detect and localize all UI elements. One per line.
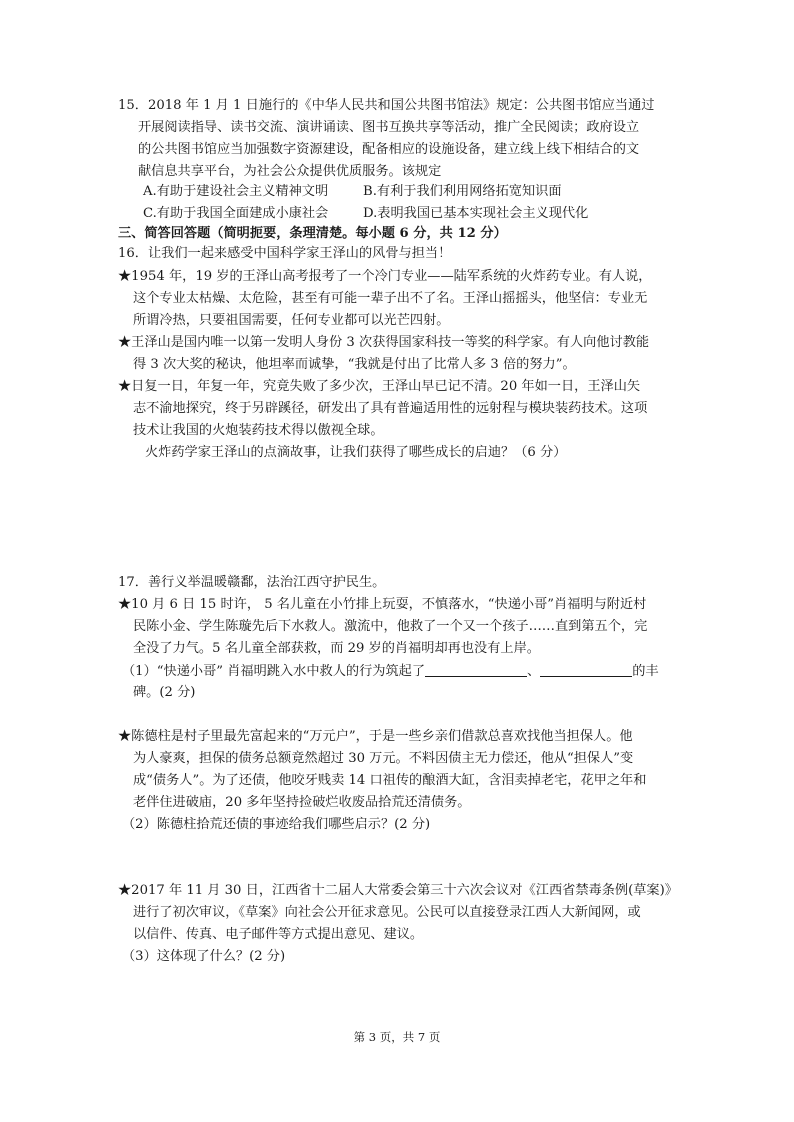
q17-sub1 [122,662,659,681]
q17-sub1-tail: 的丰 [632,664,659,679]
q16-material-line: 所谓冷热，只要祖国需要，任何专业都可以光芒四射。 [133,313,450,328]
q17-material-line: 为人豪爽，担保的债务总额竟然超过 30 万元。不料因债主无力偿还，他从“担保人”变 [133,751,634,766]
answer-blank-2[interactable] [540,662,632,677]
q15-option-d: D.表明我国已基本实现社会主义现代化 [363,206,589,221]
answer-blank-1[interactable] [425,662,527,677]
q17-material-line: 全没了力气。5 名儿童全部获救，而 29 岁的肖福明却再也没有上岸。 [133,641,540,656]
q17-material-line: ★陈德柱是村子里最先富起来的“万元户”，于是一些乡亲们借款总喜欢找他当担保人。他 [118,729,633,744]
q16-title: 16．让我们一起来感受中国科学家王泽山的风骨与担当！ [118,246,452,261]
q16-material-line: 这个专业太枯燥、太危险，甚至有可能一辈子出不了名。王泽山摇摇头，他坚信：专业无 [133,291,648,306]
q16-material-line: 得 3 次大奖的秘诀，他坦率而诚挚，“我就是付出了比常人多 3 倍的努力”。 [133,357,576,372]
q15-option-a: A.有助于建设社会主义精神文明 [143,184,329,199]
q16-material-line: 技术让我国的火炮装药技术得以傲视全球。 [133,423,384,438]
q17-material-line: ★2017 年 11 月 30 日，江西省十二届人大常委会第三十六次会议对《江西省禁毒条例(草案)》 [118,883,678,898]
q17-sub1-line2: 碑。(2 分) [133,685,196,700]
section-3-heading: 三、简答回答题（简明扼要，条理清楚。每小题 6 分，共 12 分） [118,226,507,241]
q17-sub1-text: （1）“快递小哥” 肖福明跳入水中救人的行为筑起了 [122,664,426,679]
q15-option-b: B.有利于我们利用网络拓宽知识面 [363,184,562,199]
q17-material-line: ★10 月 6 日 15 时许， 5 名儿童在小竹排上玩耍，不慎落水，“快递小哥”肖福明与附近村 [118,597,647,612]
q15-stem-line: 献信息共享平台，为社会公众提供优质服务。该规定 [138,164,442,179]
q17-sub1-separator: 、 [527,664,541,679]
q15-option-c: C.有助于我国全面建成小康社会 [143,206,329,221]
q17-material-line: 老伴住进破庙，20 多年坚持捡破烂收废品拾荒还清债务。 [133,795,471,810]
q16-material-line: ★1954 年，19 岁的王泽山高考报考了一个冷门专业——陆军系统的火炸药专业。有人说， [118,269,652,284]
q17-sub3: （3）这体现了什么？(2 分) [122,949,286,964]
q17-title: 17．善行义举温暖赣鄱，法治江西守护民生。 [118,575,386,590]
q15-stem-line: 开展阅读指导、读书交流、演讲诵读、图书互换共享等活动，推广全民阅读；政府设立 [138,120,640,135]
q17-material-line: 成“债务人”。为了还债，他咬牙贱卖 14 口祖传的酿酒大缸，含泪卖掉老宅，花甲之年和 [133,773,647,788]
q17-material-line: 进行了初次审议，《草案》向社会公开征求意见。公民可以直接登录江西人大新闻网，或 [133,905,641,920]
q15-stem-line: 的公共图书馆应当加强数字资源建设，配备相应的设施设备，建立线上线下相结合的文 [138,142,640,157]
q17-material-line: 民陈小金、学生陈璇先后下水救人。激流中，他救了一个又一个孩子……直到第五个，完 [133,619,648,634]
q17-sub2: （2）陈德柱拾荒还债的事迹给我们哪些启示？(2 分) [122,817,431,832]
q16-material-line: 志不渝地探究，终于另辟蹊径，研发出了具有普遍适用性的远射程与模块装药技术。这项 [133,401,648,416]
q16-material-line: ★王泽山是国内唯一以第一发明人身份 3 次获得国家科技一等奖的科学家。有人向他讨教能 [118,335,650,350]
q17-material-line: 以信件、传真、电子邮件等方式提出意见、建议。 [133,927,424,942]
q16-question: 火炸药学家王泽山的点滴故事，让我们获得了哪些成长的启迪？（6 分） [145,445,567,460]
q16-material-line: ★日复一日，年复一年，究竟失败了多少次，王泽山早已记不清。20 年如一日，王泽山矢 [118,379,641,394]
page-number-footer: 第 3 页，共 7 页 [353,1030,441,1044]
q15-stem-line: 15．2018 年 1 月 1 日施行的《中华人民共和国公共图书馆法》规定：公共图书馆应当通过 [118,98,655,113]
